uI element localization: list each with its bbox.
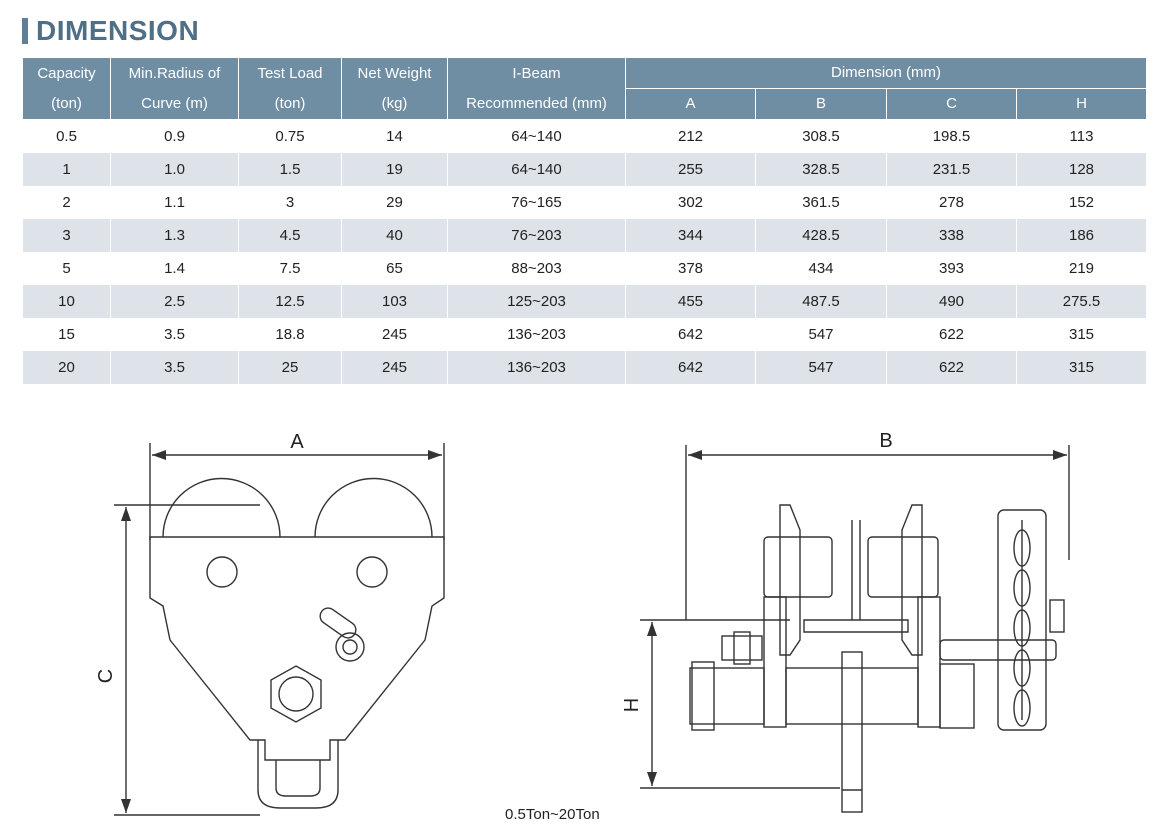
table-cell: 64~140	[448, 120, 626, 154]
table-cell: 5	[23, 252, 111, 285]
table-cell: 315	[1017, 351, 1147, 384]
table-cell: 378	[626, 252, 756, 285]
table-cell: 20	[23, 351, 111, 384]
table-cell: 0.5	[23, 120, 111, 154]
table-cell: 245	[342, 351, 448, 384]
dimension-h-line	[640, 620, 840, 788]
table-cell: 64~140	[448, 153, 626, 186]
table-cell: 4.5	[239, 219, 342, 252]
table-cell: 642	[626, 318, 756, 351]
table-cell: 245	[342, 318, 448, 351]
trolley-side-view	[690, 505, 1064, 812]
table-cell: 1.3	[111, 219, 239, 252]
table-cell: 7.5	[239, 252, 342, 285]
table-cell: 255	[626, 153, 756, 186]
table-cell: 361.5	[756, 186, 887, 219]
table-cell: 455	[626, 285, 756, 318]
table-cell: 547	[756, 318, 887, 351]
table-cell: 3	[23, 219, 111, 252]
header-dimension-group: Dimension (mm)	[626, 58, 1147, 89]
table-cell: 219	[1017, 252, 1147, 285]
table-cell: 0.9	[111, 120, 239, 154]
table-cell: 14	[342, 120, 448, 154]
header-net-weight: Net Weight (kg)	[342, 58, 448, 120]
table-cell: 315	[1017, 318, 1147, 351]
table-cell: 1.4	[111, 252, 239, 285]
table-cell: 19	[342, 153, 448, 186]
table-cell: 0.75	[239, 120, 342, 154]
table-cell: 642	[626, 351, 756, 384]
table-cell: 65	[342, 252, 448, 285]
table-cell: 125~203	[448, 285, 626, 318]
label-h: H	[621, 697, 643, 713]
table-cell: 278	[887, 186, 1017, 219]
table-cell: 25	[239, 351, 342, 384]
header-dim-h: H	[1017, 89, 1147, 120]
table-cell: 40	[342, 219, 448, 252]
table-cell: 302	[626, 186, 756, 219]
dimension-b-line	[686, 445, 1069, 620]
table-cell: 76~203	[448, 219, 626, 252]
table-cell: 3.5	[111, 351, 239, 384]
table-cell: 428.5	[756, 219, 887, 252]
table-cell: 2	[23, 186, 111, 219]
dimension-c-line	[114, 505, 260, 815]
dimension-a-line	[150, 443, 444, 540]
header-dim-a: A	[626, 89, 756, 120]
table-cell: 136~203	[448, 318, 626, 351]
table-cell: 198.5	[887, 120, 1017, 154]
table-cell: 393	[887, 252, 1017, 285]
table-cell: 136~203	[448, 351, 626, 384]
header-dim-c: C	[887, 89, 1017, 120]
table-cell: 212	[626, 120, 756, 154]
drawing-caption: 0.5Ton~20Ton	[505, 806, 600, 823]
header-min-radius: Min.Radius of Curve (m)	[111, 58, 239, 120]
table-cell: 1.5	[239, 153, 342, 186]
table-cell: 490	[887, 285, 1017, 318]
table-cell: 622	[887, 318, 1017, 351]
label-b: B	[879, 430, 893, 452]
table-cell: 152	[1017, 186, 1147, 219]
header-test-load: Test Load (ton)	[239, 58, 342, 120]
table-cell: 88~203	[448, 252, 626, 285]
label-c: C	[95, 668, 117, 684]
table-cell: 76~165	[448, 186, 626, 219]
page-title: DIMENSION	[36, 15, 200, 46]
label-a: A	[290, 431, 304, 453]
table-cell: 1.0	[111, 153, 239, 186]
table-cell: 487.5	[756, 285, 887, 318]
table-cell: 275.5	[1017, 285, 1147, 318]
table-cell: 2.5	[111, 285, 239, 318]
table-cell: 308.5	[756, 120, 887, 154]
table-cell: 328.5	[756, 153, 887, 186]
table-cell: 1.1	[111, 186, 239, 219]
table-cell: 547	[756, 351, 887, 384]
table-cell: 231.5	[887, 153, 1017, 186]
table-cell: 103	[342, 285, 448, 318]
table-cell: 3	[239, 186, 342, 219]
table-cell: 18.8	[239, 318, 342, 351]
table-cell: 15	[23, 318, 111, 351]
table-cell: 434	[756, 252, 887, 285]
header-capacity: Capacity (ton)	[23, 58, 111, 120]
table-cell: 29	[342, 186, 448, 219]
table-cell: 622	[887, 351, 1017, 384]
header-i-beam: I-Beam Recommended (mm)	[448, 58, 626, 120]
table-cell: 3.5	[111, 318, 239, 351]
table-cell: 1	[23, 153, 111, 186]
table-cell: 344	[626, 219, 756, 252]
table-cell: 186	[1017, 219, 1147, 252]
table-cell: 113	[1017, 120, 1147, 154]
table-cell: 12.5	[239, 285, 342, 318]
table-cell: 10	[23, 285, 111, 318]
trolley-front-view	[150, 478, 444, 808]
header-dim-b: B	[756, 89, 887, 120]
table-cell: 338	[887, 219, 1017, 252]
table-cell: 128	[1017, 153, 1147, 186]
